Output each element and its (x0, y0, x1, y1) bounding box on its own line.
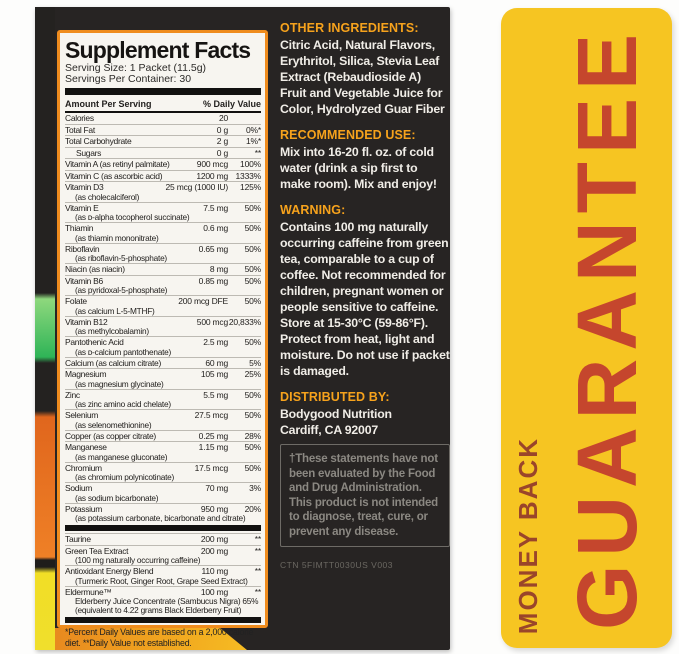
nutrient-source-subline: (as pyridoxal-5-phosphate) (75, 285, 168, 295)
facts-row (65, 462, 261, 483)
carton-front-edge-artwork (35, 7, 55, 650)
nutrient-daily-value: 0%* (246, 124, 261, 135)
nutrient-name: Sodium (65, 483, 93, 493)
facts-row (65, 147, 261, 159)
nutrient-daily-value: 50% (244, 442, 261, 452)
nutrient-source-subline: (as thiamin mononitrate) (75, 232, 159, 243)
nutrient-name: Vitamin C (as ascorbic acid) (65, 170, 163, 181)
nutrient-daily-value: ** (254, 545, 261, 556)
money-back-text: MONEY BACK (513, 436, 543, 634)
nutrient-source-subline: (as riboflavin-5-phosphate) (75, 253, 167, 263)
nutrient-source-subline: (as magnesium glycinate) (75, 378, 164, 389)
nutrient-name: Calcium (as calcium citrate) (65, 357, 161, 368)
nutrient-amount: 5.5 mg (203, 389, 228, 400)
nutrient-amount: 2.5 mg (203, 337, 228, 347)
nutrient-name: Potassium (65, 503, 102, 514)
supplement-facts-panel (57, 30, 268, 648)
nutrient-daily-value: ** (254, 534, 261, 544)
nutrient-source-subline: (as sodium bicarbonate) (75, 492, 159, 503)
nutrient-name: Riboflavin (65, 243, 100, 254)
nutrient-daily-value: ** (254, 147, 261, 158)
nutrient-name: Copper (as copper citrate) (65, 430, 156, 441)
nutrient-daily-value: 20% (244, 503, 261, 514)
nutrient-amount: 200 mcg DFE (178, 296, 228, 306)
facts-row (65, 336, 261, 357)
nutrient-name: Vitamin E (65, 202, 99, 213)
nutrient-daily-value: 50% (244, 389, 261, 400)
facts-row (65, 113, 261, 124)
nutrient-amount: 27.5 mcg (194, 410, 228, 420)
facts-row (65, 275, 261, 296)
nutrient-amount: 1200 mg (196, 170, 228, 181)
facts-row (65, 545, 261, 566)
nutrient-name: Magnesium (65, 369, 107, 379)
facts-rows (65, 113, 261, 615)
other-ingredients-section (280, 21, 450, 117)
guarantee-wrap (559, 8, 656, 648)
daily-value-footnote: *Percent Daily Values are based on a 2,000 calorie diet. **Daily Value not established. (65, 627, 254, 648)
nutrient-name: Pantothenic Acid (65, 337, 124, 347)
nutrient-amount: 0.6 mg (203, 223, 228, 233)
nutrient-source-subline: (as ᴅ-calcium pantothenate) (75, 346, 172, 357)
nutrient-daily-value: 20,833% (228, 316, 261, 327)
nutrient-daily-value: 50% (244, 223, 261, 233)
nutrient-daily-value: 50% (244, 462, 261, 473)
serving-size-line: Serving Size: 1 Packet (11.5g) (65, 62, 207, 74)
nutrient-name: Green Tea Extract (65, 545, 129, 556)
nutrient-amount: 17.5 mcg (194, 462, 228, 473)
money-back-guarantee-banner (501, 8, 672, 648)
thick-divider (65, 88, 261, 95)
thick-divider (65, 617, 261, 623)
money-back-wrap (513, 8, 543, 634)
facts-row (65, 158, 261, 170)
nutrient-name: Manganese (65, 442, 107, 452)
guarantee-text: GUARANTEE (560, 25, 654, 630)
warning-body: Contains 100 mg naturally occurring caffeine from green tea, comparable to a cup of coffee. Not recommended for children, pregnant women or people sensitive to caffeine. Store at 15-30°C (59-86°F). Protect from heat, light and moisture. Do not use if packet is damaged. (280, 220, 450, 378)
nutrient-name: Eldermune™ (65, 586, 112, 597)
nutrient-amount: 1.15 mg (198, 442, 228, 452)
facts-row (65, 202, 261, 223)
nutrient-name: Vitamin D3 (65, 182, 104, 192)
nutrient-daily-value: 50% (244, 243, 261, 254)
nutrient-source-subline: (as calcium L-5-MTHF) (75, 305, 155, 316)
nutrient-daily-value: 1333% (235, 170, 261, 181)
facts-row (65, 135, 261, 147)
nutrient-amount: 900 mcg (196, 159, 228, 169)
nutrient-daily-value: ** (254, 566, 261, 576)
nutrient-daily-value: 100% (240, 159, 261, 169)
thick-divider (65, 525, 261, 531)
other-ingredients-heading: OTHER INGREDIENTS: (280, 21, 419, 35)
nutrient-name: Niacin (as niacin) (65, 264, 125, 274)
nutrient-name: Vitamin B12 (65, 316, 108, 327)
other-ingredients-body: Citric Acid, Natural Flavors, Erythritol, Silica, Stevia Leaf Extract (Rebaudioside A) Fruit and Vegetable Juice for Color, Hydrolyzed Guar Fiber (280, 38, 445, 116)
nutrient-source-subline: (Turmeric Root, Ginger Root, Grape Seed Extract) (75, 575, 248, 586)
facts-row (65, 222, 261, 243)
carton-code: CTN 5FIMTT0030US V003 (280, 560, 394, 570)
facts-row (65, 181, 261, 202)
warning-heading: WARNING: (280, 203, 346, 217)
nutrient-name: Vitamin B6 (65, 275, 103, 286)
nutrient-amount: 100 mg (200, 586, 228, 597)
facts-row (65, 316, 261, 337)
servings-per-container-line: Servings Per Container: 30 (65, 73, 192, 85)
nutrient-name: Thiamin (65, 223, 94, 233)
nutrient-daily-value: 25% (244, 369, 261, 379)
nutrient-source-subline: (100 mg naturally occurring caffeine) (75, 555, 201, 565)
distributor-address: Cardiff, CA 92007 (280, 423, 378, 437)
column-amount-per-serving: Amount Per Serving (65, 99, 152, 109)
nutrient-source-subline: (as zinc amino acid chelate) (75, 399, 171, 409)
nutrient-amount: 0 g (216, 147, 228, 158)
nutrient-daily-value: 3% (249, 483, 261, 493)
nutrient-amount: 25 mcg (1000 IU) (165, 182, 228, 192)
facts-row (65, 441, 261, 462)
facts-row (65, 533, 261, 545)
nutrient-source-subline: (as selenomethionine) (75, 419, 152, 430)
fda-disclaimer-box: †These statements have not been evaluated by the Food and Drug Administration. This product is not intended to diagnose, treat, cure, or prevent any disease. (280, 444, 450, 547)
facts-row (65, 482, 261, 503)
nutrient-amount: 200 mg (200, 545, 228, 556)
nutrient-amount: 500 mcg (196, 316, 228, 327)
nutrient-name: Total Fat (65, 124, 95, 135)
nutrient-amount: 0.65 mg (198, 243, 228, 254)
facts-row (65, 565, 261, 586)
distributed-by-heading: DISTRIBUTED BY: (280, 390, 390, 404)
supplement-facts-title: Supplement Facts (65, 37, 251, 63)
nutrient-amount: 200 mg (200, 534, 228, 544)
recommended-use-section (280, 128, 450, 192)
facts-row (65, 170, 261, 182)
facts-row (65, 263, 261, 275)
nutrient-amount: 20 (218, 113, 228, 123)
nutrient-source-subline: (equivalent to 4.22 grams Black Elderberry Fruit) (75, 605, 242, 615)
column-daily-value: % Daily Value (202, 99, 261, 109)
nutrient-daily-value: 28% (244, 430, 261, 441)
distributor-name: Bodygood Nutrition (280, 407, 392, 421)
nutrient-amount: 7.5 mg (203, 202, 228, 213)
nutrient-name: Folate (65, 296, 87, 306)
nutrient-name: Chromium (65, 462, 102, 473)
right-info-column (280, 21, 450, 570)
nutrient-daily-value: 50% (244, 275, 261, 286)
nutrient-daily-value: 50% (244, 337, 261, 347)
facts-row (65, 243, 261, 264)
nutrient-name: Sugars (76, 147, 102, 158)
nutrient-source-subline: (as ᴅ-alpha tocopherol succinate) (75, 212, 190, 222)
warning-section (280, 203, 450, 379)
facts-row (65, 357, 261, 369)
nutrient-source-subline: (as methylcobalamin) (75, 326, 149, 336)
nutrient-name: Antioxidant Energy Blend (65, 566, 154, 576)
nutrient-source-subline: (as manganese gluconate) (75, 451, 168, 462)
nutrient-amount: 2 g (216, 136, 228, 146)
nutrient-daily-value: 50% (244, 202, 261, 213)
nutrient-amount: 8 mg (209, 264, 228, 274)
nutrient-daily-value: 1%* (246, 136, 261, 146)
distributed-by-section (280, 390, 450, 438)
facts-row (65, 368, 261, 389)
nutrient-name: Vitamin A (as retinyl palmitate) (65, 159, 170, 169)
nutrient-source-subline: (as potassium carbonate, bicarbonate and citrate) (75, 513, 246, 523)
facts-row (65, 389, 261, 410)
nutrient-amount: 110 mg (201, 566, 228, 576)
carton-back-panel (35, 7, 450, 650)
nutrient-amount: 0.25 mg (198, 430, 228, 441)
nutrient-name: Zinc (65, 389, 80, 400)
recommended-use-heading: RECOMMENDED USE: (280, 128, 416, 142)
nutrient-amount: 0 g (216, 124, 228, 135)
facts-row (65, 503, 261, 524)
nutrient-name: Selenium (65, 410, 99, 420)
nutrient-name: Taurine (65, 534, 91, 544)
nutrient-daily-value: ** (254, 586, 261, 597)
nutrient-amount: 105 mg (200, 369, 228, 379)
recommended-use-body: Mix into 16-20 fl. oz. of cold water (drink a sip first to make room). Mix and enjoy! (280, 145, 437, 191)
nutrient-name: Calories (65, 113, 94, 123)
nutrient-source-subline: (as cholecalciferol) (75, 191, 140, 202)
nutrient-amount: 0.85 mg (198, 275, 228, 286)
facts-row (65, 409, 261, 430)
nutrient-daily-value: 125% (240, 182, 261, 192)
facts-row (65, 586, 261, 616)
nutrient-source-subline: Elderberry Juice Concentrate (Sambucus Nigra) 65% (75, 596, 259, 606)
nutrient-daily-value: 5% (249, 357, 261, 368)
facts-table-header (65, 97, 261, 113)
nutrient-amount: 60 mg (205, 357, 228, 368)
nutrient-daily-value: 50% (244, 410, 261, 420)
facts-row (65, 295, 261, 316)
facts-row (65, 124, 261, 136)
nutrient-amount: 70 mg (205, 483, 228, 493)
nutrient-daily-value: 50% (244, 264, 261, 274)
nutrient-name: Total Carbohydrate (65, 136, 132, 146)
facts-row (65, 430, 261, 442)
nutrient-amount: 950 mg (200, 503, 228, 514)
nutrient-daily-value: 50% (244, 296, 261, 306)
nutrient-source-subline: (as chromium polynicotinate) (75, 472, 175, 482)
